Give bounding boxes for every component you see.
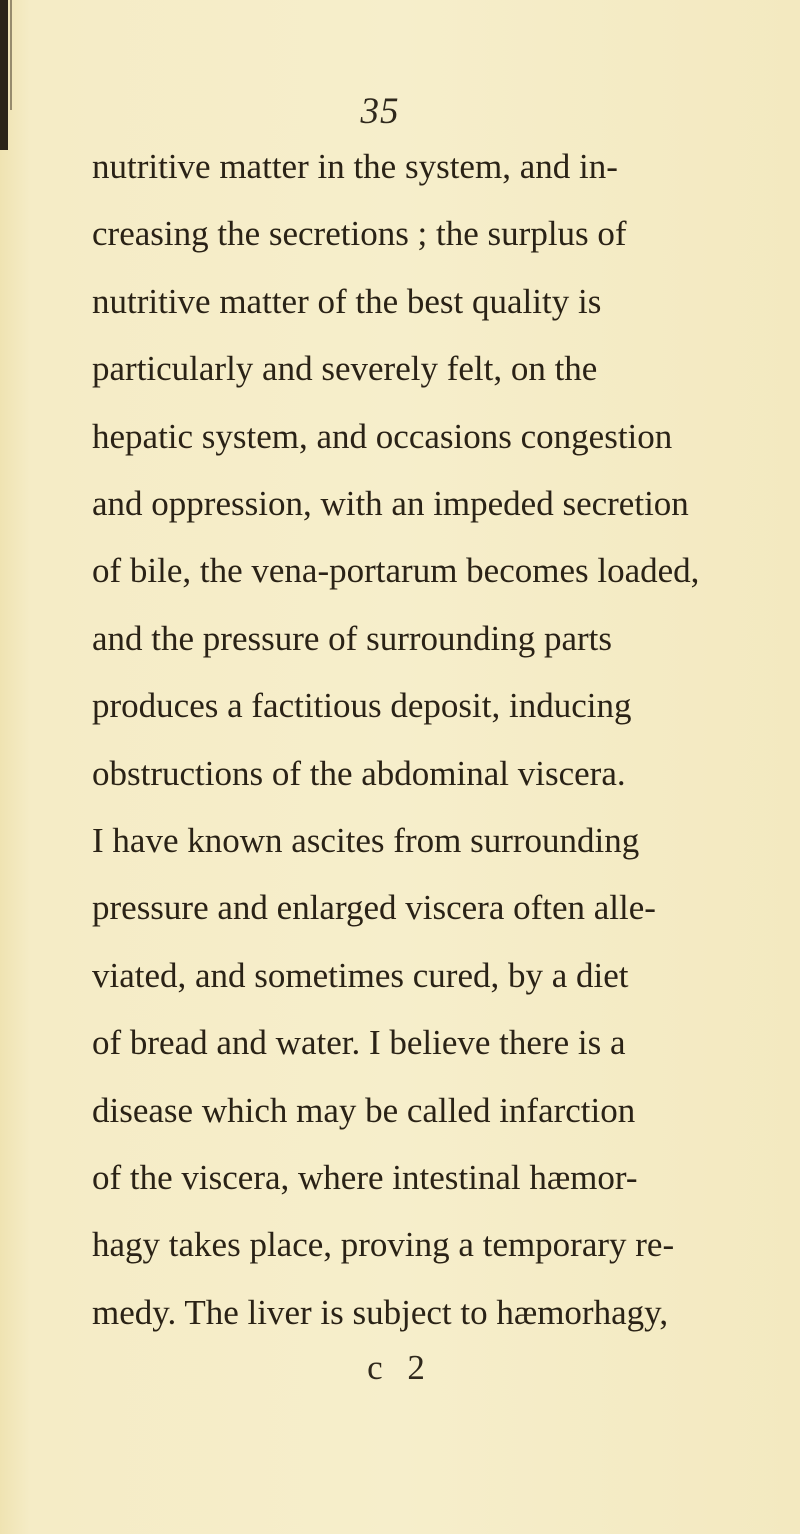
text-line-15: disease which may be called infarction	[92, 1090, 636, 1130]
text-line-16: of the viscera, where intestinal hæmor-	[92, 1158, 638, 1197]
binding-edge	[0, 0, 8, 150]
text-line-2: creasing the secretions ; the surplus of	[92, 214, 627, 254]
page-number: 35	[360, 91, 400, 132]
text-line-8: and the pressure of surrounding parts	[92, 618, 613, 658]
text-line-3: nutritive matter of the best quality is	[92, 281, 602, 321]
text-line-13: viated, and sometimes cured, by a diet	[92, 955, 629, 995]
text-line-5: hepatic system, and occasions congestion	[92, 416, 673, 456]
text-line-18: medy. The liver is subject to hæmorhagy,	[92, 1292, 669, 1332]
text-line-6: and oppression, with an impeded secretion	[92, 484, 689, 523]
text-line-11: I have known ascites from surrounding	[92, 821, 640, 860]
signature-mark: c 2	[367, 1348, 433, 1388]
text-line-17: hagy takes place, proving a temporary re-	[92, 1225, 675, 1265]
binding-shadow	[10, 0, 12, 110]
text-line-1: nutritive matter in the system, and in-	[92, 147, 618, 186]
text-line-10: obstructions of the abdominal viscera.	[92, 753, 626, 793]
text-line-9: produces a factitious deposit, inducing	[92, 686, 632, 726]
text-line-7: of bile, the vena-portarum becomes loaded,	[92, 551, 700, 591]
text-line-14: of bread and water. I believe there is a	[92, 1023, 626, 1063]
text-line-4: particularly and severely felt, on the	[92, 349, 598, 389]
text-line-12: pressure and enlarged viscera often alle-	[92, 888, 656, 928]
